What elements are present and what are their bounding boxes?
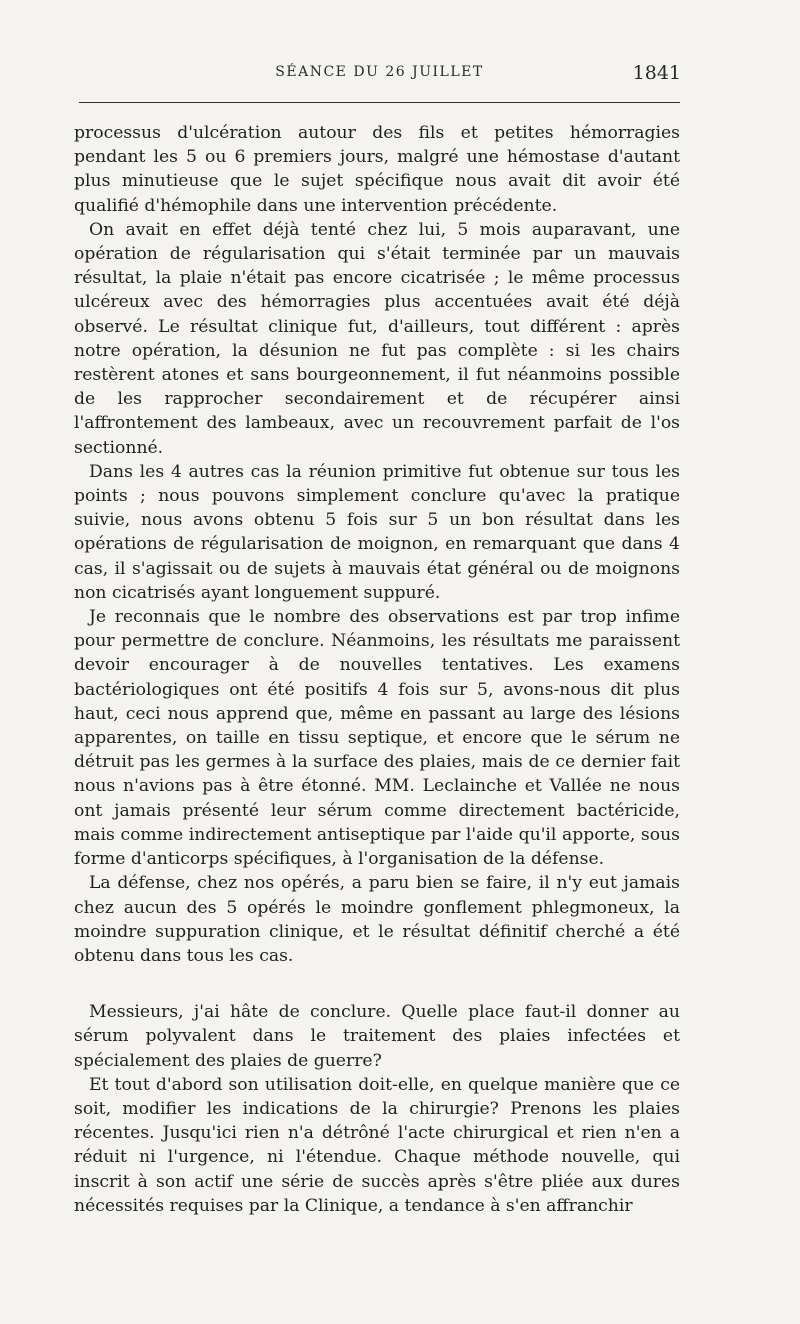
paragraph-5: La défense, chez nos opérés, a paru bien se faire, il n'y eut jamais chez aucun des 5 opérés le moindre gonflement phlegmoneux, la moindre suppuration clinique, et le résultat définitif cherché a été obtenu dans tous les cas.: [74, 873, 680, 966]
page-number: 1841: [632, 62, 681, 84]
header-rule: [79, 102, 680, 103]
paragraph-3: Dans les 4 autres cas la réunion primitive fut obtenue sur tous les points ; nous pouvons simplement conclure qu'avec la pratique suivie, nous avons obtenu 5 fois sur 5 un bon résultat dans les opérations de régularisation de moignon, en remarquant que dans 4 cas, il s'agissait ou de sujets à mauvais état général ou de moignons non cicatrisés ayant longuement suppuré.: [74, 461, 680, 603]
paragraph-2: On avait en effet déjà tenté chez lui, 5 mois auparavant, une opération de régularisation qui s'était terminée par un mauvais résultat, la plaie n'était pas encore cicatrisée ; le même processus ulcéreux avec des hémorragies plus accentuées avait été déjà observé. Le résultat clinique fut, d'ailleurs, tout différent : après notre opération, la désunion ne fut pas complète : si les chairs restèrent atones et sans bourgeonnement, il fut néanmoins possible de les rapprocher secondairement et de récupérer ainsi l'affrontement des lambeaux, avec un recouvrement parfait de l'os sectionné.: [74, 219, 680, 458]
paragraph-6: Messieurs, j'ai hâte de conclure. Quelle place faut-il donner au sérum polyvalent dans le traitement des plaies infectées et spécialement des plaies de guerre?: [74, 1002, 680, 1071]
paragraph-4: Je reconnais que le nombre des observations est par trop infime pour permettre de conclure. Néanmoins, les résultats me paraissent devoir encourager à de nouvelles tentatives. Les examens bactériologiques ont été positifs 4 fois sur 5, avons-nous dit plus haut, ceci nous apprend que, même en passant au large des lésions apparentes, on taille en tissu septique, et encore que le sérum ne détruit pas les germes à la surface des plaies, mais de ce dernier fait nous n'avions pas à être étonné. MM. Leclainche et Vallée ne nous ont jamais présenté leur sérum comme directement bactéricide, mais comme indirectement antiseptique par l'aide qu'il apporte, sous forme d'anticorps spécifiques, à l'organisation de la défense.: [74, 607, 680, 870]
paragraph-7: Et tout d'abord son utilisation doit-elle, en quelque manière que ce soit, modifier les indications de la chirurgie? Prenons les plaies récentes. Jusqu'ici rien n'a détrôné l'acte chirurgical et rien n'en a réduit ni l'urgence, ni l'étendue. Chaque méthode nouvelle, qui inscrit à son actif une série de succès après s'être pliée aux dures nécessités requises par la Clinique, a tendance à s'en affranchir: [74, 1074, 680, 1216]
running-title: SÉANCE DU 26 JUILLET: [275, 64, 484, 80]
section-gap: [74, 968, 680, 1000]
paragraph-1: processus d'ulcération autour des fils et petites hémorragies pendant les 5 ou 6 premiers jours, malgré une hémostase d'autant plus minutieuse que le sujet spécifique nous avait dit avoir été qualifié d'hémophile dans une intervention précédente.: [74, 123, 680, 216]
body-text: [74, 121, 680, 1218]
running-header: [78, 64, 681, 88]
